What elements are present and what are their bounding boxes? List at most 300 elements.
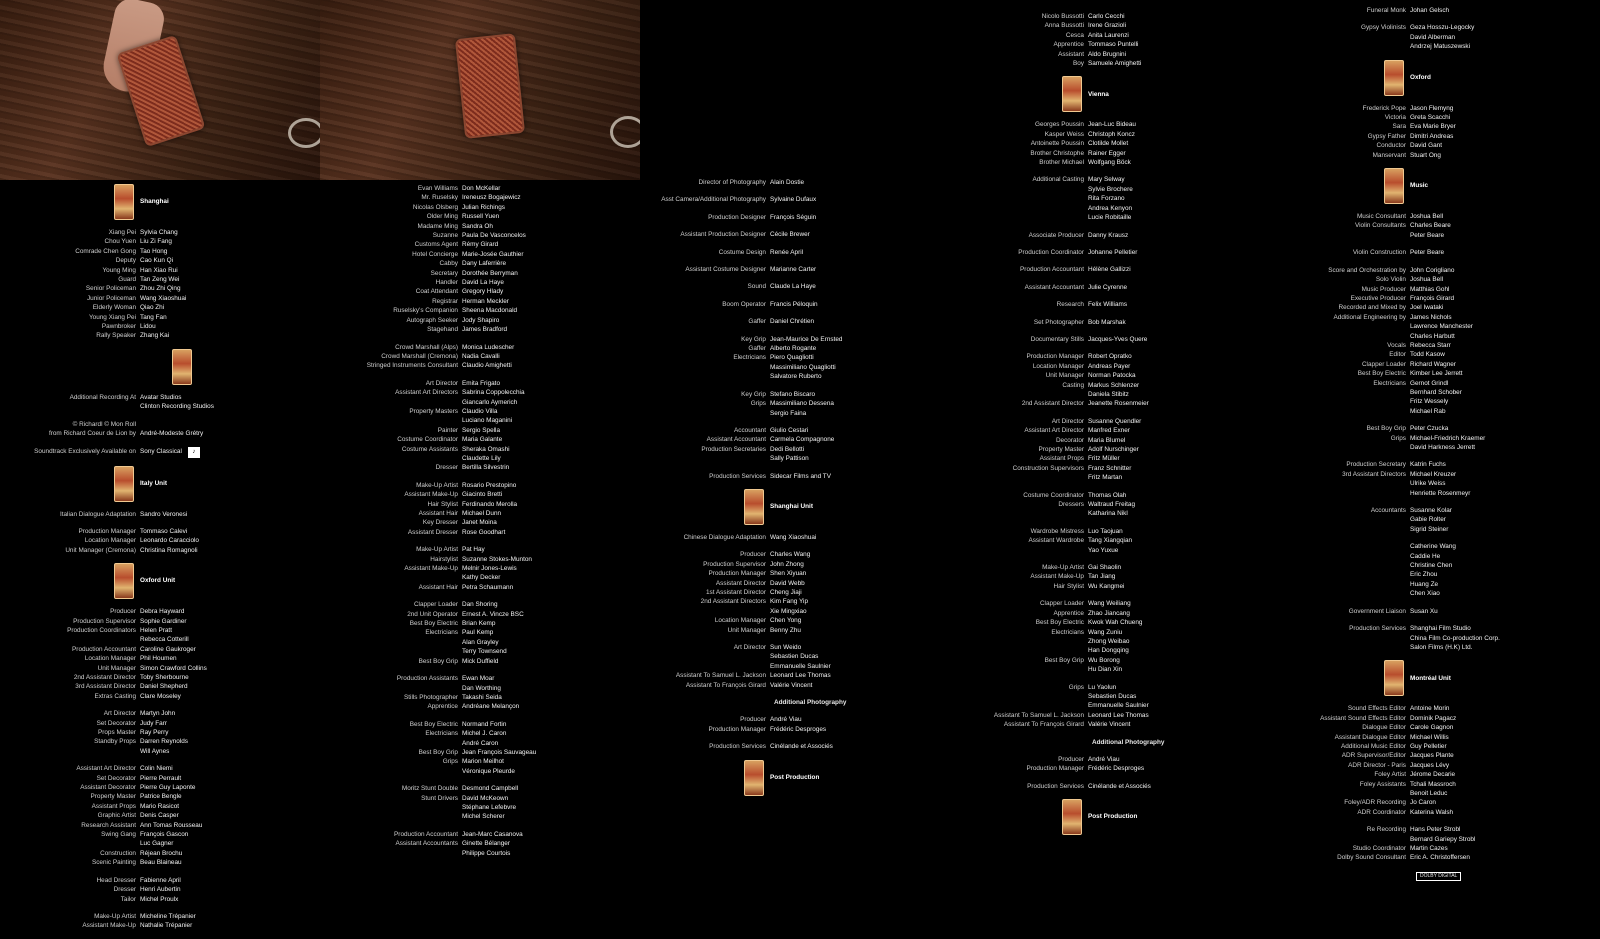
credit-name: Jean-Marc Casanova [462, 830, 523, 838]
credit-name: Chen Yong [770, 617, 802, 625]
credit-row [660, 742, 910, 751]
credit-role: Score and Orchestration by [1328, 266, 1406, 274]
credit-row [30, 895, 280, 904]
credit-row [978, 665, 1228, 674]
credit-row [30, 821, 280, 830]
credit-block [30, 393, 280, 412]
credit-name: Eric Zhou [1410, 571, 1438, 579]
credit-role [352, 638, 462, 647]
credit-row [352, 573, 602, 582]
credit-row [1300, 479, 1560, 488]
credit-name: Valérie Vincent [1088, 721, 1131, 729]
credit-name: Ewan Moar [462, 675, 495, 683]
credit-name: Salon Films (H.K) Ltd. [1410, 643, 1473, 651]
credit-row [1300, 489, 1560, 498]
credit-name: Debra Hayward [140, 608, 185, 616]
credit-row [352, 287, 602, 296]
credit-name: Dedi Bellotti [770, 445, 805, 453]
credit-role: Mr. Ruselsky [421, 194, 458, 202]
credit-block [1300, 248, 1560, 257]
credit-role: 1st Assistant Director [705, 588, 766, 596]
credit-row [1300, 506, 1560, 515]
credit-role: Production Supervisor [73, 617, 136, 625]
credit-row [1300, 379, 1560, 388]
credit-name: Xie Mingxiao [770, 607, 807, 615]
credit-name: Maria Galante [462, 436, 503, 444]
credit-name: Fritz Müller [1088, 455, 1120, 463]
credit-row [352, 231, 602, 240]
credit-name: Bertilla Silvestrin [462, 464, 510, 472]
credit-name: Cinélande et Associés [770, 743, 833, 751]
credit-role: Unit Manager [727, 626, 766, 634]
credit-name: Charles Beare [1410, 222, 1451, 230]
credit-block [978, 527, 1228, 555]
credit-name: Bob Marshak [1088, 318, 1126, 326]
credit-role: Foley Assistants [1359, 780, 1406, 788]
credit-name: Don McKellar [462, 185, 501, 192]
credit-name: Colin Niemi [140, 765, 173, 773]
credit-name: Sergio Spella [462, 426, 501, 434]
credit-row [660, 454, 910, 463]
credit-role: Decorator [1055, 436, 1084, 444]
credit-row [978, 711, 1228, 720]
credit-row [352, 528, 602, 537]
credit-row [660, 344, 910, 353]
credit-name: Darren Reynolds [140, 738, 188, 746]
credit-role: Hairstylist [430, 555, 458, 563]
credit-role: Cesca [1065, 31, 1084, 39]
section-header [1384, 60, 1560, 96]
credit-name: Sidecar Films and TV [770, 472, 831, 480]
credit-name: Pat Hay [462, 546, 485, 554]
credit-row [30, 303, 280, 312]
credit-role: Assistant Props [1039, 455, 1084, 463]
credit-role [978, 213, 1088, 222]
credit-row [30, 228, 280, 237]
credit-name: Wolfgang Böck [1088, 159, 1131, 167]
credit-role [1300, 322, 1410, 331]
credit-row [978, 782, 1228, 791]
tarot-card-icon [744, 760, 764, 796]
credit-name: Stéphane Lefebvre [462, 803, 517, 811]
credit-block [978, 265, 1228, 274]
credit-role [1300, 634, 1410, 643]
credit-role: Production Secretary [1346, 461, 1406, 469]
credit-role: Construction [100, 849, 136, 857]
credit-row [30, 284, 280, 293]
credit-block [660, 248, 910, 257]
credit-block [352, 481, 602, 537]
credit-name: Petra Schaumann [462, 583, 514, 591]
subsection-title: Additional Photography [1092, 738, 1165, 746]
credit-row [352, 435, 602, 444]
credit-role [660, 372, 770, 381]
credit-row [978, 371, 1228, 380]
credit-role: Key Grip [741, 390, 766, 398]
credit-name: Caroline Gaukroger [140, 645, 196, 653]
credit-role: Handler [435, 279, 458, 287]
credit-role [1300, 580, 1410, 589]
credit-name: Gabie Rolter [1410, 516, 1446, 524]
credit-row [978, 563, 1228, 572]
credit-name: Caddie He [1410, 552, 1441, 560]
credit-name: Jacques Lévy [1410, 761, 1450, 769]
credit-role [660, 363, 770, 372]
credit-row [978, 120, 1228, 129]
credit-row [352, 407, 602, 416]
credit-name: Gai Shaolin [1088, 564, 1122, 572]
credit-row [352, 463, 602, 472]
credit-row [660, 282, 910, 291]
credit-block [660, 390, 910, 418]
credit-name: Henri Aubertin [140, 886, 181, 894]
credit-name: Denis Casper [140, 812, 179, 820]
credit-name: Herman Meckler [462, 297, 509, 305]
credit-role: Accountants [1370, 507, 1406, 515]
credit-row [352, 388, 602, 397]
credit-name: Sebastien Ducas [1088, 692, 1137, 700]
credit-role: Location Manager [84, 537, 136, 545]
credit-name: Katerina Walsh [1410, 808, 1454, 816]
credit-name: Shen Xiyuan [770, 570, 807, 578]
credit-name: Fabienne April [140, 876, 181, 884]
credit-row [978, 473, 1228, 482]
credit-name: James Bradford [462, 326, 508, 334]
credit-row [1300, 266, 1560, 275]
credit-name: Carmela Compagnone [770, 436, 835, 444]
credit-name: David McKeown [462, 794, 509, 802]
credit-row [978, 582, 1228, 591]
credit-name: Rose Goodhart [462, 528, 506, 536]
credit-role [1300, 570, 1410, 579]
credit-row [352, 203, 602, 212]
credit-name: Normand Fortin [462, 720, 507, 728]
credit-role: Assistant Art Director [1024, 427, 1084, 435]
credit-row [978, 381, 1228, 390]
credit-name: Simon Crawford Collins [140, 664, 207, 672]
credit-name: Will Aynes [140, 747, 170, 755]
credit-role [978, 665, 1088, 674]
credit-role: Hair Stylist [1053, 582, 1084, 590]
credit-block [978, 417, 1228, 483]
credit-row [1300, 360, 1560, 369]
credit-row [30, 237, 280, 246]
credit-name: Beau Blaineau [140, 859, 182, 867]
credit-row [978, 40, 1228, 49]
credit-row [30, 792, 280, 801]
credit-row [30, 654, 280, 663]
credit-name: Robert Opratko [1088, 353, 1132, 361]
credit-row [352, 398, 602, 407]
credit-name: Andréane Melançon [462, 703, 520, 711]
credit-name: Wang Zuniu [1088, 628, 1123, 636]
credit-role: Dresser [435, 464, 458, 472]
credit-role: Customs Agent [414, 241, 458, 249]
credit-row [1300, 23, 1560, 32]
bone-icon [610, 116, 640, 148]
section-header [1384, 168, 1560, 204]
credit-role: Location Manager [1032, 362, 1084, 370]
credit-name: Pierre Guy Laponte [140, 784, 196, 792]
credit-name: Takashi Seida [462, 693, 502, 701]
credit-name: Michael Dunn [462, 510, 502, 517]
credit-block [1300, 266, 1560, 417]
credit-name: Claudette Lily [462, 454, 501, 462]
credit-role: Hotel Concierge [412, 250, 458, 258]
section-title: Shanghai [140, 198, 169, 206]
credit-block [660, 300, 910, 309]
credit-row [30, 645, 280, 654]
credit-role: Antoinette Poussin [1030, 140, 1084, 148]
credit-name: Peter Beare [1410, 231, 1445, 239]
credit-row [1300, 132, 1560, 141]
credit-role [352, 812, 462, 821]
credit-name: Jean-Luc Bideau [1088, 121, 1136, 129]
credit-role: Clapper Loader [1361, 360, 1406, 368]
credit-row [352, 767, 602, 776]
credit-block [352, 674, 602, 712]
credit-role: Unit Manager (Cremona) [65, 546, 136, 554]
credit-row [978, 149, 1228, 158]
credit-role: Production Accountant [72, 645, 136, 653]
credit-row [1300, 113, 1560, 122]
credit-role: Hair Stylist [427, 500, 458, 508]
credit-name: Lu Yaolun [1088, 683, 1117, 691]
credit-name: Sophie Gardiner [140, 617, 187, 625]
credit-name: Joshua Bell [1410, 213, 1444, 221]
credit-name: Mick Duffield [462, 657, 499, 665]
credit-row [30, 331, 280, 340]
credit-role [660, 662, 770, 671]
credit-row [1300, 275, 1560, 284]
credit-row [352, 784, 602, 793]
credit-name: Leonardo Caracciolo [140, 537, 199, 545]
credit-block [660, 472, 910, 481]
credit-row [978, 500, 1228, 509]
credit-row [978, 31, 1228, 40]
credit-row [352, 269, 602, 278]
credit-block [978, 491, 1228, 519]
credit-row [1300, 607, 1560, 616]
credit-role: Extras Casting [94, 692, 136, 700]
credit-role [352, 416, 462, 425]
credit-row [978, 12, 1228, 21]
credit-role: Swing Gang [101, 831, 136, 839]
credit-role: 2nd Assistant Directors [700, 598, 766, 606]
credit-row [660, 178, 910, 187]
credit-role: Grips [750, 400, 766, 408]
credit-role: Costume Assistants [401, 445, 458, 453]
credit-role: Chinese Dialogue Adaptation [683, 533, 766, 541]
credit-row [1300, 397, 1560, 406]
credit-row [978, 139, 1228, 148]
credit-block [30, 764, 280, 867]
credit-row [1300, 332, 1560, 341]
credit-row [978, 231, 1228, 240]
credits-column-1 [30, 178, 280, 939]
section-title: Montréal Unit [1410, 674, 1451, 682]
credit-row [30, 811, 280, 820]
credit-row [1300, 231, 1560, 240]
credit-row [1300, 388, 1560, 397]
credit-role [1300, 589, 1410, 598]
credit-block [978, 782, 1228, 791]
credit-name: Charles Harbutt [1410, 332, 1455, 340]
credit-role: Assistant Production Designer [680, 231, 766, 239]
credit-role [352, 849, 462, 858]
credit-name: David Webb [770, 579, 805, 587]
credit-role: Madame Ming [417, 222, 458, 230]
credit-role: Studio Coordinator [1352, 845, 1406, 852]
credit-name: Dany Laferrière [462, 260, 507, 268]
credit-role [1300, 443, 1410, 452]
credit-role [352, 454, 462, 463]
credit-role: Research Assistant [81, 821, 136, 829]
credit-role [978, 185, 1088, 194]
credits-column-4 [978, 12, 1228, 843]
credit-row [660, 317, 910, 326]
credit-row [978, 527, 1228, 536]
credit-role: Assistant [1058, 50, 1084, 58]
credit-block [1300, 460, 1560, 498]
credit-role: Dresser [113, 886, 136, 894]
credit-role: Best Boy Electric [409, 720, 458, 728]
credit-role: Casting [1062, 381, 1084, 389]
credit-name: Ann Tomas Rousseau [140, 821, 203, 829]
credit-role: Best Boy Electric [409, 620, 458, 628]
credit-role: Music Producer [1361, 285, 1406, 293]
credit-row [352, 481, 602, 490]
credit-name: Ulrike Weiss [1410, 480, 1446, 488]
credit-role: Crowd Marshall (Alps) [395, 343, 458, 351]
credit-role: Senior Policeman [85, 285, 136, 293]
credit-name: Alberto Rogante [770, 345, 817, 353]
credit-role: Brother Christophe [1030, 149, 1084, 157]
credit-role: Assistant Accountants [395, 840, 458, 848]
credit-name: François Girard [1410, 294, 1455, 302]
credit-name: Jo Caron [1410, 799, 1436, 807]
credit-role [1300, 489, 1410, 498]
credit-row [352, 297, 602, 306]
credit-role: Electricians [733, 354, 766, 362]
credit-row [352, 193, 602, 202]
credit-block [660, 317, 910, 326]
credit-row [978, 335, 1228, 344]
credit-role: Stills Photographer [404, 693, 458, 701]
credit-row [352, 240, 602, 249]
credit-row [30, 885, 280, 894]
credit-row [30, 682, 280, 691]
credit-block [1300, 424, 1560, 452]
section-header [1062, 76, 1228, 112]
credit-name: China Film Co-production Corp. [1410, 634, 1500, 642]
credit-role [1300, 835, 1410, 844]
credit-row [1300, 313, 1560, 322]
section-title: Shanghai Unit [770, 503, 813, 511]
credit-row [1300, 42, 1560, 51]
credit-role: Stunt Drivers [421, 794, 458, 802]
credit-name: Aldo Brugnini [1088, 50, 1127, 58]
credit-row [30, 876, 280, 885]
credit-row [352, 184, 602, 193]
credit-role: Assistant Make-Up [404, 491, 458, 499]
credit-name: Zhao Jiancang [1088, 609, 1130, 617]
credit-block [660, 742, 910, 751]
credit-block [1300, 624, 1560, 652]
credit-row [352, 518, 602, 527]
tarot-card-icon [1062, 799, 1082, 835]
credit-name: Maria Blumel [1088, 436, 1126, 444]
credit-name: Tao Hong [140, 247, 168, 255]
credit-name: Liu Zi Fang [140, 238, 172, 246]
credit-role: Additional Casting [1032, 176, 1084, 184]
credit-name: Eric A. Christoffersen [1410, 854, 1470, 862]
credit-role: Assistant Make-Up [82, 922, 136, 930]
credit-role [978, 701, 1088, 710]
credit-role: 2nd Assistant Director [73, 673, 136, 681]
credit-row [352, 212, 602, 221]
credit-role [1300, 552, 1410, 561]
credit-row [978, 436, 1228, 445]
credit-block [1300, 825, 1560, 863]
credit-name: Sylvaine Dufaux [770, 196, 817, 204]
credit-name: Rainer Egger [1088, 149, 1126, 157]
credit-row [352, 222, 602, 231]
credit-role [1300, 332, 1410, 341]
credit-name: Sun Weido [770, 644, 802, 651]
credit-role: Art Director [425, 379, 458, 387]
credit-block [660, 715, 910, 734]
credit-name: Marion Meilhot [462, 758, 504, 766]
credit-role: Grips [1068, 683, 1084, 691]
credit-role: Assistant Dialogue Editor [1334, 733, 1406, 741]
credit-name: André-Modeste Grétry [140, 430, 204, 438]
credit-role: Additional Recording At [69, 393, 136, 401]
credit-row [978, 59, 1228, 68]
credit-row [30, 858, 280, 867]
credit-role: Assistant Art Directors [395, 389, 458, 397]
credit-row [660, 472, 910, 481]
credit-row [1300, 561, 1560, 570]
credit-name: Charles Wang [770, 551, 811, 559]
credit-row [30, 912, 280, 921]
credit-role: Best Boy Electric [1035, 619, 1084, 627]
credit-role: Assistant Art Director [76, 765, 136, 773]
credit-name: Julie Cyrenne [1088, 283, 1128, 291]
credit-name: Manfred Exner [1088, 427, 1130, 435]
credit-role: Production Services [709, 472, 766, 480]
credit-row [352, 674, 602, 683]
credit-row [352, 757, 602, 766]
credit-name: Andrzej Matuszewski [1410, 43, 1471, 51]
credit-name: Jérome Decarie [1410, 771, 1456, 779]
credit-role: Italian Dialogue Adaptation [59, 510, 136, 518]
credit-name: Luciano Maganini [462, 417, 513, 425]
credit-role: Georges Poussin [1034, 121, 1084, 129]
credit-block [1300, 506, 1560, 534]
credit-row [978, 204, 1228, 213]
credit-name: Sheena Macdonald [462, 307, 518, 315]
subsection-title: Additional Photography [774, 699, 847, 707]
credit-role [978, 390, 1088, 399]
credit-row [660, 681, 910, 690]
credit-row [978, 764, 1228, 773]
credit-role: Assistant Wardrobe [1028, 537, 1084, 545]
credit-row [30, 447, 280, 458]
credit-row [660, 248, 910, 257]
credit-role [352, 647, 462, 656]
credit-role: Head Dresser [96, 876, 136, 884]
